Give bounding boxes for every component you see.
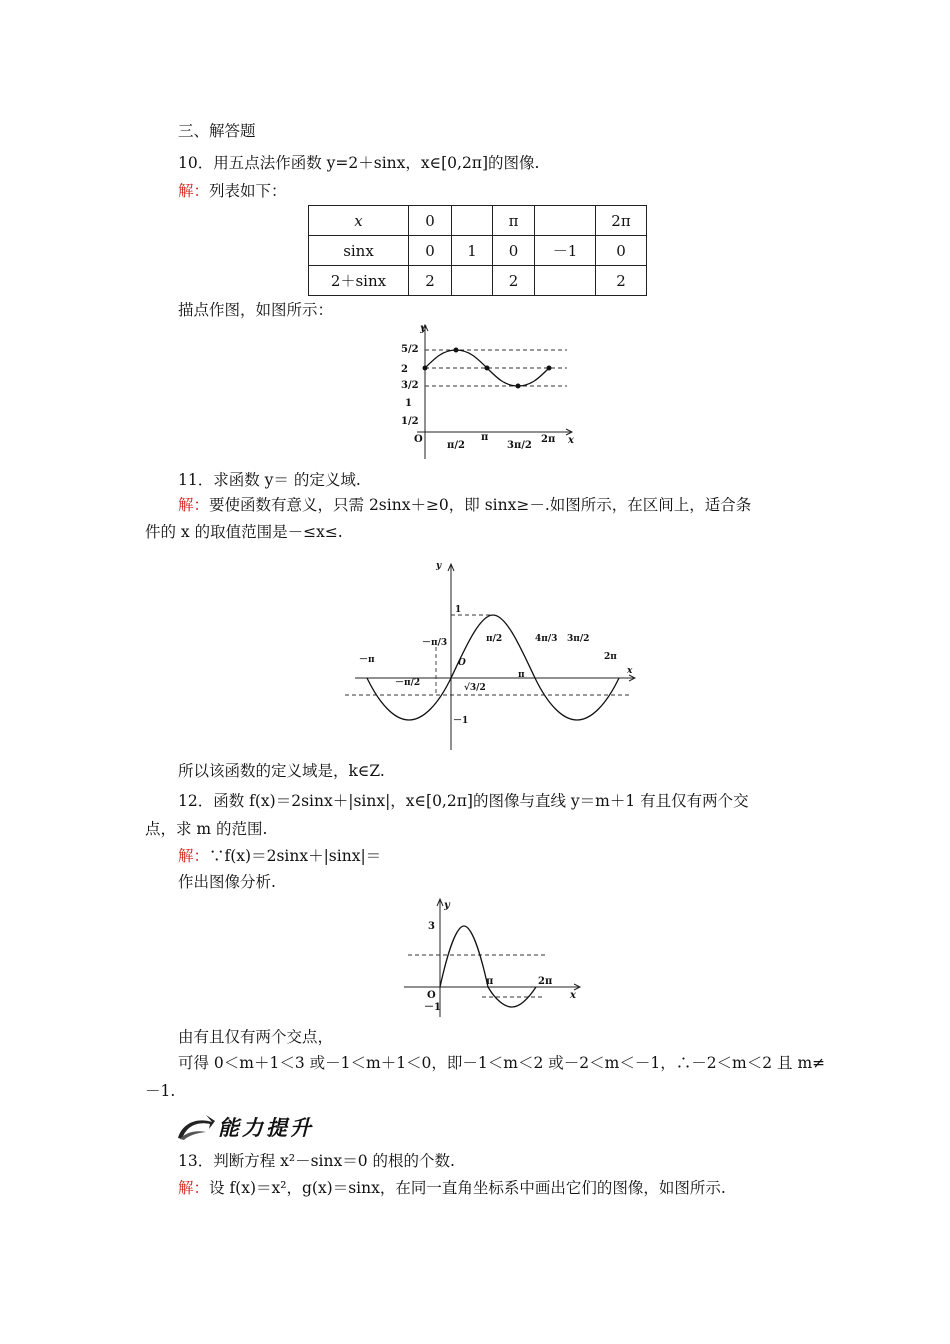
tick-label: 4π/3 (535, 634, 558, 644)
ability-section-title: 能力提升 (218, 1116, 314, 1140)
y-tick-label: 1/2 (401, 416, 419, 427)
solution-text: 设 f(x)＝x²，g(x)＝sinx，在同一直角坐标系中画出它们的图像，如图所示. (209, 1179, 726, 1197)
problem-12-result-line-a: 可得 0＜m＋1＜3 或－1＜m＋1＜0，即－1＜m＜2 或－2＜m＜－1，∴－2＜m＜2 且 m≠ (178, 1054, 826, 1072)
table-cell: sinx (309, 236, 409, 266)
problem-13-question: 13．判断方程 x²－sinx＝0 的根的个数. (178, 1152, 455, 1170)
solution-label: 解： (178, 1179, 210, 1197)
problem-11-conclusion: 所以该函数的定义域是，k∈Z. (178, 762, 385, 780)
point (516, 384, 521, 389)
table-cell: －1 (535, 236, 596, 266)
y-tick-label: 2 (401, 364, 408, 375)
table-cell: 0 (409, 206, 452, 236)
y-tick-label: 5/2 (401, 344, 419, 355)
point (423, 366, 428, 371)
ability-section-header (176, 1110, 366, 1144)
tick-label: 1 (455, 605, 462, 615)
solution-text: 列表如下： (209, 182, 287, 200)
curve (440, 926, 536, 1007)
solution-label: 解： (178, 182, 210, 200)
table-cell: 1 (452, 236, 493, 266)
tick-label: 3 (428, 921, 435, 932)
y-tick-label: 3/2 (401, 380, 419, 391)
section-heading: 三、解答题 (178, 122, 256, 140)
graph-2sinx-abs (400, 895, 585, 1020)
graph-2-plus-sinx (395, 322, 585, 462)
point (547, 366, 552, 371)
table-cell: x (309, 206, 409, 236)
y-tick-label: 1 (405, 398, 412, 409)
x-tick-label: π (481, 432, 489, 443)
problem-11-solution-line2: 件的 x 的取值范围是－≤x≤. (145, 523, 343, 541)
tick-label: π (486, 976, 494, 987)
y-label: y (444, 900, 450, 911)
problem-10-after-table: 描点作图，如图所示： (178, 301, 334, 319)
tick-label: －π/2 (395, 678, 421, 688)
problem-10-solution (178, 181, 287, 201)
table-cell: π (493, 206, 535, 236)
x-tick-label: 2π (541, 434, 556, 445)
problem-12-solution (178, 846, 381, 866)
graph-sinx-domain (340, 555, 640, 755)
table-cell (535, 206, 596, 236)
x-label: x (568, 435, 574, 446)
point (485, 366, 490, 371)
tick-label: －π/3 (422, 638, 448, 648)
tick-label: －1 (424, 1002, 441, 1013)
problem-13-solution (178, 1178, 726, 1198)
solution-label: 解： (178, 847, 210, 865)
table-cell: 0 (409, 236, 452, 266)
table-row (309, 206, 647, 236)
x-tick-label: 3π/2 (507, 440, 532, 451)
problem-12-after-graph: 由有且仅有两个交点， (178, 1028, 334, 1046)
tick-label: －1 (453, 716, 469, 726)
table-cell (452, 266, 493, 296)
tick-label: 2π (604, 652, 617, 662)
table-cell (452, 206, 493, 236)
problem-12-question-line2: 点，求 m 的范围. (145, 820, 268, 838)
origin-label: O (458, 658, 466, 668)
solution-text: ∵f(x)＝2sinx＋|sinx|＝ (209, 847, 382, 865)
tick-label: 3π/2 (567, 634, 590, 644)
solution-label: 解： (178, 496, 210, 514)
y-label: y (436, 561, 442, 571)
point (454, 348, 459, 353)
problem-12-analysis: 作出图像分析. (178, 873, 276, 891)
table-cell: 0 (596, 236, 647, 266)
swoosh-arrow-icon (176, 1112, 216, 1142)
table-cell: 2 (409, 266, 452, 296)
problem-11-question: 11．求函数 y＝ 的定义域. (178, 471, 361, 489)
table-cell: 0 (493, 236, 535, 266)
table-cell: 2π (596, 206, 647, 236)
solution-text: 要使函数有意义，只需 2sinx＋≥0，即 sinx≥－.如图所示，在区间上，适合条 (209, 496, 752, 514)
value-table (308, 205, 647, 296)
x-label: x (627, 666, 633, 676)
table-cell (535, 266, 596, 296)
curve (367, 615, 619, 720)
table-cell: 2 (596, 266, 647, 296)
tick-label: π/2 (486, 634, 503, 644)
tick-label: 2π (538, 976, 553, 987)
tick-label: √3/2 (464, 683, 486, 693)
table-row (309, 236, 647, 266)
origin-label: O (414, 434, 423, 445)
x-tick-label: π/2 (447, 440, 465, 451)
problem-12-question-line1: 12．函数 f(x)＝2sinx＋|sinx|，x∈[0,2π]的图像与直线 y＝m＋1 有且仅有两个交 (178, 792, 749, 810)
problem-11-solution-line1 (178, 495, 751, 515)
problem-12-result-line-b: －1. (145, 1082, 176, 1100)
tick-label: －π (359, 655, 375, 665)
table-row (309, 266, 647, 296)
origin-label: O (427, 990, 436, 1001)
problem-10-question: 10．用五点法作函数 y=2＋sinx，x∈[0,2π]的图像. (178, 154, 540, 172)
table-cell: 2＋sinx (309, 266, 409, 296)
x-label: x (570, 990, 576, 1001)
y-label: y (420, 323, 426, 334)
tick-label: π (518, 670, 525, 680)
table-cell: 2 (493, 266, 535, 296)
